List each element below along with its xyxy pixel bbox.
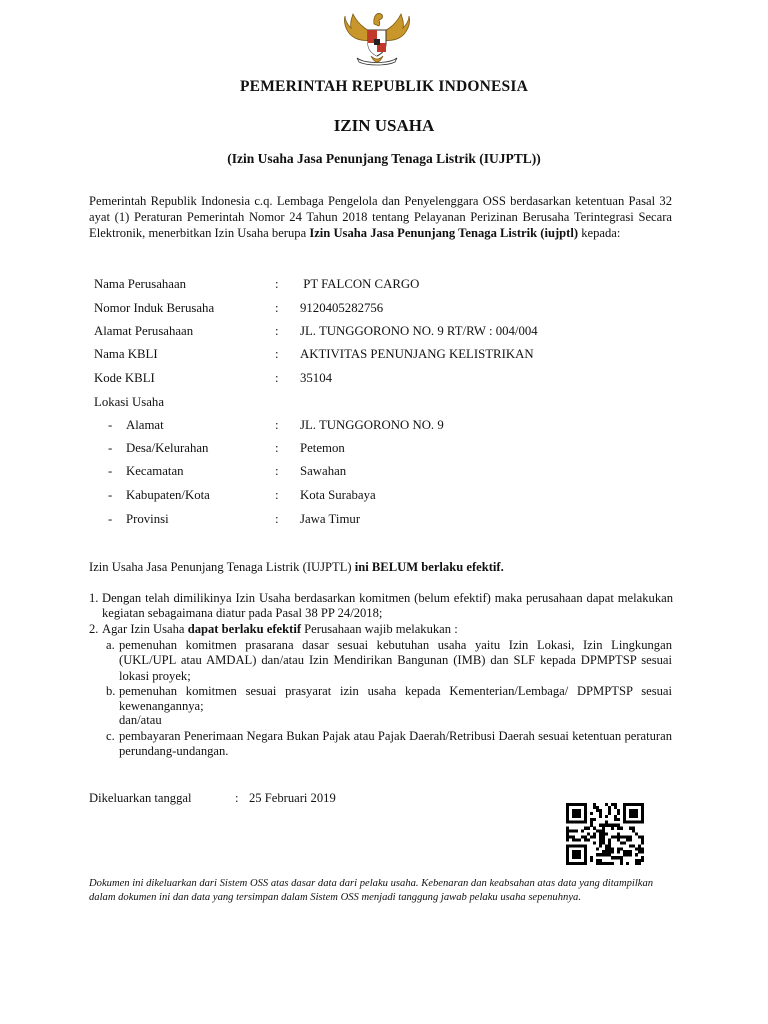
list-text: Dengan telah dimilikinya Izin Usaha berdasarkan komitmen (belum efektif) maka perusahaan dapat melakukan kegiatan sebagaimana diatur pada Pasal 38 PP 24/2018; bbox=[102, 591, 673, 621]
detail-value: 35104 bbox=[300, 371, 332, 385]
list-text-emphasis: dapat berlaku efektif bbox=[187, 622, 302, 636]
list-text-post: Perusahaan wajib melakukan : bbox=[301, 622, 458, 636]
condition-sub-b bbox=[106, 684, 672, 715]
location-label: Lokasi Usaha bbox=[94, 395, 165, 409]
bullet-dash: - bbox=[108, 464, 113, 478]
detail-colon: : bbox=[275, 277, 279, 291]
validity-status bbox=[89, 560, 504, 575]
condition-item-2 bbox=[89, 622, 673, 638]
sub-letter: c. bbox=[106, 729, 115, 743]
document-title: IZIN USAHA bbox=[333, 116, 435, 135]
location-value: JL. TUNGGORONO NO. 9 bbox=[300, 418, 444, 432]
detail-colon: : bbox=[275, 371, 279, 385]
sub-text: dan/atau bbox=[119, 713, 162, 727]
qr-code-icon[interactable] bbox=[566, 803, 644, 865]
issued-date: 25 Februari 2019 bbox=[249, 791, 336, 805]
intro-text: Pemerintah Republik Indonesia c.q. Lembaga Pengelola dan Penyelenggara OSS berdasarkan ketentuan Pasal 32 ayat (1) Peraturan Pemerintah Nomor 24 Tahun 2018 tentang Pelayanan Perizinan Berusaha Terintegrasi Secara Elektronik, menerbitkan Izin Usaha berupa bbox=[89, 194, 672, 240]
condition-sub-a bbox=[106, 638, 672, 684]
sub-text: pemenuhan komitmen sesuai prasyarat izin usaha kepada Kementerian/Lembaga/ DPMPTSP sesuai kewenangannya; bbox=[119, 684, 672, 714]
intro-permit-name: Izin Usaha Jasa Penunjang Tenaga Listrik (iujptl) bbox=[309, 226, 579, 240]
detail-colon: : bbox=[275, 301, 279, 315]
sub-letter: a. bbox=[106, 638, 115, 652]
detail-value: AKTIVITAS PENUNJANG KELISTRIKAN bbox=[300, 347, 534, 361]
condition-and-or bbox=[106, 713, 672, 729]
issued-label: Dikeluarkan tanggal bbox=[89, 791, 192, 805]
bullet-dash: - bbox=[108, 418, 113, 432]
detail-label: Nomor Induk Berusaha bbox=[94, 301, 215, 315]
condition-sub-c bbox=[106, 729, 672, 760]
government-heading: PEMERINTAH REPUBLIK INDONESIA bbox=[240, 78, 528, 95]
list-text-pre: Agar Izin Usaha bbox=[102, 622, 188, 636]
intro-tail: kepada: bbox=[578, 226, 621, 240]
list-number: 1. bbox=[89, 591, 99, 605]
bullet-dash: - bbox=[108, 441, 113, 455]
location-label: Provinsi bbox=[126, 512, 169, 526]
detail-colon: : bbox=[275, 418, 279, 432]
sub-text: pembayaran Penerimaan Negara Bukan Pajak atau Pajak Daerah/Retribusi Daerah sesuai ketentuan peraturan perundang-undangan. bbox=[119, 729, 672, 759]
detail-value: JL. TUNGGORONO NO. 9 RT/RW : 004/004 bbox=[300, 324, 538, 338]
location-value: Sawahan bbox=[300, 464, 347, 478]
location-label: Desa/Kelurahan bbox=[126, 441, 209, 455]
detail-colon: : bbox=[275, 324, 279, 338]
detail-colon: : bbox=[275, 512, 279, 526]
detail-label: Kode KBLI bbox=[94, 371, 155, 385]
detail-value: 9120405282756 bbox=[300, 301, 384, 315]
condition-item-1 bbox=[89, 591, 673, 622]
detail-colon: : bbox=[275, 464, 279, 478]
detail-label: Nama KBLI bbox=[94, 347, 158, 361]
issued-colon: : bbox=[235, 791, 239, 805]
detail-value: PT FALCON CARGO bbox=[300, 277, 420, 291]
list-number: 2. bbox=[89, 622, 99, 636]
detail-colon: : bbox=[275, 488, 279, 502]
status-text: Izin Usaha Jasa Penunjang Tenaga Listrik (IUJPTL) bbox=[89, 560, 355, 574]
location-value: Petemon bbox=[300, 441, 345, 455]
sub-letter: b. bbox=[106, 684, 116, 698]
detail-label: Alamat Perusahaan bbox=[94, 324, 194, 338]
location-label: Kabupaten/Kota bbox=[126, 488, 210, 502]
location-label: Kecamatan bbox=[126, 464, 184, 478]
location-label: Alamat bbox=[126, 418, 164, 432]
bullet-dash: - bbox=[108, 512, 113, 526]
status-emphasis: ini BELUM berlaku efektif. bbox=[354, 560, 504, 574]
location-value: Jawa Timur bbox=[300, 512, 361, 526]
intro-paragraph bbox=[89, 193, 672, 241]
detail-label: Nama Perusahaan bbox=[94, 277, 187, 291]
sub-text: pemenuhan komitmen prasarana dasar sesuai kebutuhan usaha yaitu Izin Lokasi, Izin Lingkungan (UKL/UPL atau AMDAL) dan/atau Izin Mendirikan Bangunan (IMB) dan SLF kepada DPMPTSP sesuai lokasi proyek; bbox=[119, 638, 672, 683]
issued-date-row bbox=[89, 791, 336, 806]
list-text bbox=[102, 622, 673, 637]
disclaimer-text: Dokumen ini dikeluarkan dari Sistem OSS atas dasar data dari pelaku usaha. Kebenaran dan keabsahan atas data yang ditampilkan dalam dokumen ini dan data yang tersimpan dalam Sistem OSS menjadi tanggung jawab pelaku usaha sepenuhnya. bbox=[89, 878, 654, 904]
document-subtitle: (Izin Usaha Jasa Penunjang Tenaga Listrik (IUJPTL)) bbox=[227, 151, 541, 166]
location-value: Kota Surabaya bbox=[300, 488, 376, 502]
garuda-emblem-icon bbox=[341, 4, 413, 66]
detail-colon: : bbox=[275, 347, 279, 361]
detail-colon: : bbox=[275, 441, 279, 455]
bullet-dash: - bbox=[108, 488, 113, 502]
